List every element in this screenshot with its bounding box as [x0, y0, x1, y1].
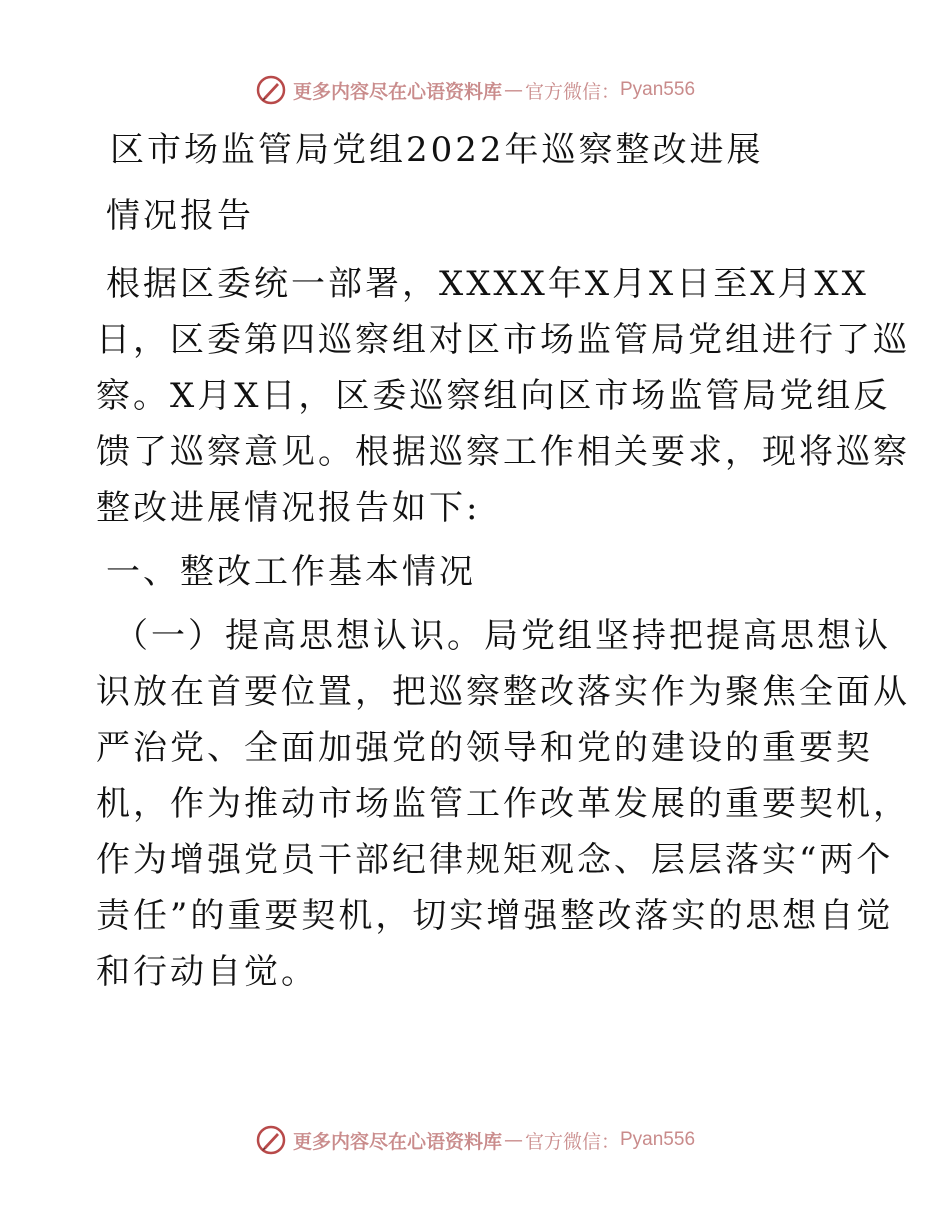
watermark-brand: 更多内容尽在心语资料库 [292, 80, 502, 103]
paragraph-line: 责任”的重要契机，切实增强整改落实的思想自觉 [96, 896, 894, 936]
document-body [96, 122, 910, 1008]
paragraph-line: 机，作为推动市场监管工作改革发展的重要契机， [96, 784, 910, 824]
paragraph-line: 作为增强党员干部纪律规矩观念、层层落实“两个 [96, 840, 894, 880]
watermark-separator: — [503, 79, 523, 101]
paragraph-line: 整改进展情况报告如下: [96, 488, 481, 528]
quill-logo-icon [255, 74, 287, 106]
paragraph-line: 日，区委第四巡察组对区市场监管局党组进行了巡 [96, 320, 910, 360]
watermark-label: 官方微信： [524, 80, 620, 103]
quill-logo-icon [255, 1124, 287, 1156]
paragraph-line: （一）提高思想认识。局党组坚持把提高思想认 [114, 616, 891, 656]
watermark-brand: 更多内容尽在心语资料库 [292, 1130, 502, 1153]
footer-watermark [0, 1124, 950, 1156]
paragraph-line: 和行动自觉。 [96, 952, 318, 992]
watermark-account: Pyan556 [620, 1129, 696, 1150]
paragraph-line: 察。X月X日，区委巡察组向区市场监管局党组反 [96, 376, 891, 416]
paragraph-line: 识放在首要位置，把巡察整改落实作为聚焦全面从 [96, 672, 910, 712]
section-heading: 一、整改工作基本情况 [106, 552, 476, 592]
paragraph-line: 严治党、全面加强党的领导和党的建设的重要契 [96, 728, 873, 768]
watermark-account: Pyan556 [620, 79, 696, 100]
header-watermark [0, 74, 950, 106]
subsection-paragraph [96, 608, 910, 1000]
document-title-line-1: 区市场监管局党组2022年巡察整改进展 [110, 130, 764, 170]
paragraph-line: 馈了巡察意见。根据巡察工作相关要求，现将巡察 [96, 432, 910, 472]
document-title-line-2: 情况报告 [106, 196, 254, 236]
watermark-separator: — [503, 1129, 523, 1151]
watermark-label: 官方微信： [524, 1130, 620, 1153]
paragraph-line: 根据区委统一部署，XXXX年X月X日至X月XX [106, 264, 869, 304]
intro-paragraph [96, 256, 910, 536]
